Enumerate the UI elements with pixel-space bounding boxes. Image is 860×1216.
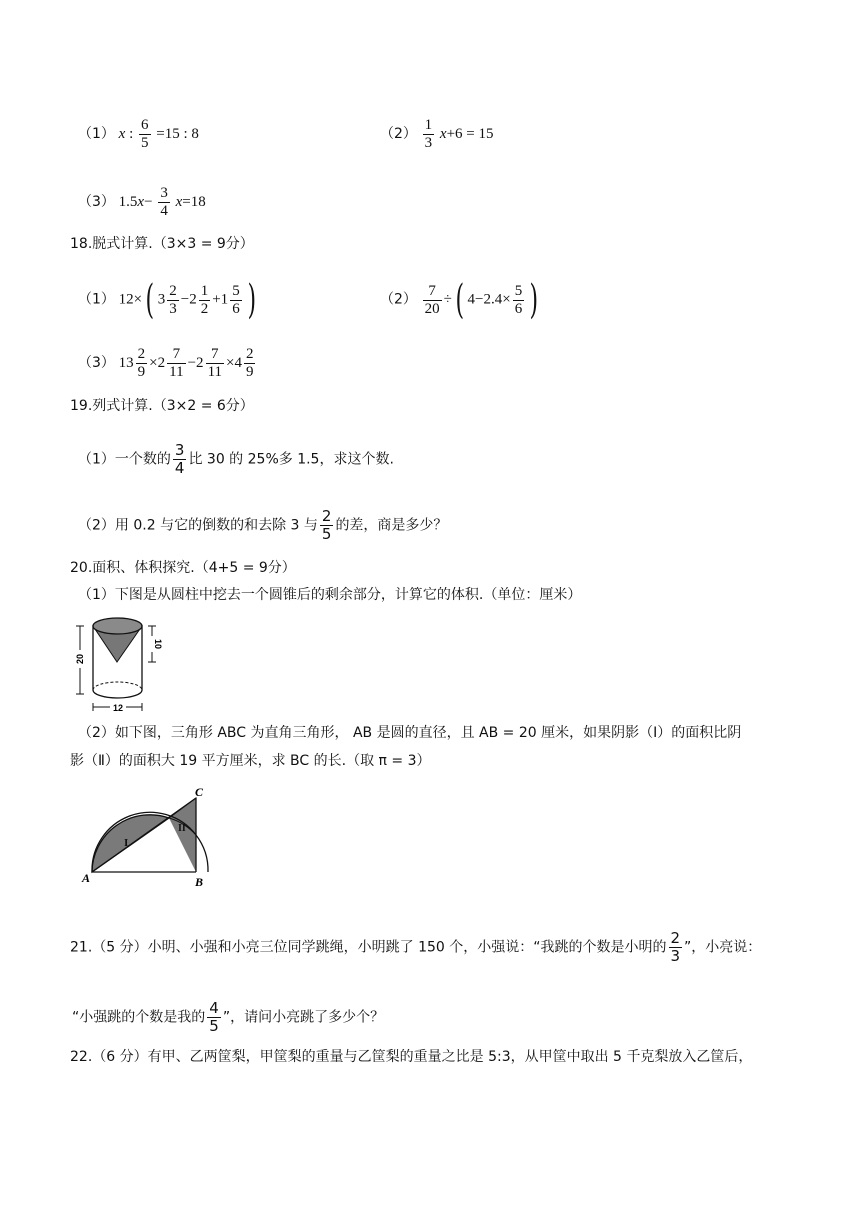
fraction (669, 930, 683, 965)
variable: x (118, 125, 126, 142)
q20-part-1: （1）下图是从圆柱中挖去一个圆锥后的剩余部分，计算它的体积.（单位：厘米） (78, 587, 582, 603)
text-pre: （1）一个数的 (78, 451, 171, 468)
fraction (320, 508, 334, 543)
expression-lead: 12× (118, 291, 143, 308)
q20-part-2-line-1: （2）如下图，三角形 ABC 为直角三角形， AB 是圆的直径，且 AB = 20 厘米，如果阴影（Ⅰ）的面积比阴 (78, 725, 742, 741)
diameter-label: 12 (112, 703, 124, 713)
denominator: 5 (141, 135, 149, 151)
denominator: 20 (424, 300, 440, 317)
text-post: 的差，商是多少？ (335, 517, 448, 534)
numerator: 3 (174, 441, 185, 459)
q20-part-2-line-2: 影（Ⅱ）的面积大 19 平方厘米，求 BC 的长.（取 π = 3） (70, 753, 431, 769)
point-label-b: B (195, 875, 204, 889)
denominator: 6 (514, 300, 523, 317)
numerator: 3 (160, 185, 168, 201)
text-pre: “小强跳的个数是我的 (72, 1009, 206, 1026)
denominator: 3 (424, 135, 433, 151)
q20-title: 20.面积、体积探究.（4+5 = 9分） (70, 560, 296, 576)
fraction (207, 1000, 221, 1035)
denominator: 11 (207, 364, 223, 380)
numerator: 2 (245, 346, 254, 362)
item-number: （3） (78, 354, 115, 371)
q19-part-2 (78, 508, 447, 543)
variable: x (175, 193, 183, 210)
cone-height-label: 10 (153, 638, 163, 650)
denominator: 9 (245, 364, 254, 380)
numerator: 5 (232, 282, 240, 299)
denominator: 11 (169, 364, 184, 380)
numerator: 2 (169, 282, 177, 299)
operator-term: ×4 (226, 354, 242, 371)
operator: − (144, 193, 153, 210)
q19-title: 19.列式计算.（3×2 = 6分） (70, 398, 254, 414)
semicircle-triangle-figure (78, 784, 218, 890)
item-number: （3） (78, 193, 115, 210)
denominator: 2 (200, 300, 209, 317)
numerator: 2 (670, 929, 681, 947)
variable: x (439, 125, 447, 142)
operator: : (129, 125, 134, 142)
denominator: 4 (174, 459, 185, 477)
height-label: 20 (75, 653, 85, 665)
numerator: 7 (423, 283, 442, 301)
operator: ÷ (443, 291, 452, 308)
left-paren: ( (145, 277, 155, 323)
fraction (244, 346, 256, 381)
operator-term: +1 (212, 291, 229, 308)
bottom-ellipse-front (93, 690, 142, 698)
item-number: （1） (78, 125, 115, 142)
text-post: ”，请问小亮跳了多少个？ (222, 1009, 385, 1026)
text-pre: 21.（5 分）小明、小强和小亮三位同学跳绳，小明跳了 150 个，小强说：“我跳的个数是小明的 (70, 939, 667, 956)
denominator: 9 (137, 364, 146, 380)
equation-2 (380, 117, 494, 152)
numerator: 4 (209, 999, 219, 1017)
bottom-ellipse-back (93, 682, 142, 690)
left-paren: ( (455, 277, 465, 323)
point-label-c: C (195, 785, 204, 799)
equation-3 (78, 185, 206, 220)
fraction (136, 346, 148, 381)
numerator: 1 (424, 117, 433, 133)
fraction (167, 283, 179, 318)
fraction (173, 442, 187, 477)
q18-expr-1 (78, 277, 259, 323)
fraction (167, 346, 185, 381)
semicircle-arc-right (196, 835, 208, 872)
text-post: ”，小亮说： (684, 939, 762, 956)
numerator: 1 (200, 282, 209, 299)
numerator: 7 (206, 346, 224, 364)
q18-expr-2 (380, 277, 542, 323)
denominator: 6 (232, 300, 240, 317)
point-label-a: A (82, 871, 91, 885)
operator-term: ×2 (149, 354, 166, 371)
expression-rest: +6 = 15 (446, 125, 494, 142)
top-ellipse (93, 618, 142, 634)
q22-line-1: 22.（6 分）有甲、乙两筐梨，甲筐梨的重量与乙筐梨的重量之比是 5:3，从甲筐中取出 5 千克梨放入乙筐后， (70, 1049, 753, 1065)
cylinder-cone-figure (70, 612, 170, 714)
numerator: 5 (514, 282, 523, 299)
operator-term: −2 (180, 291, 197, 308)
variable: x (137, 193, 145, 210)
fraction (158, 185, 170, 220)
expression-rest: =15 : 8 (156, 125, 199, 142)
coefficient: 1.5 (118, 193, 138, 210)
fraction (199, 283, 211, 318)
expression-inner: 4−2.4× (467, 291, 511, 308)
equation-1 (78, 117, 199, 152)
denominator: 5 (209, 1017, 219, 1035)
fraction (230, 283, 242, 318)
right-paren: ) (529, 277, 539, 323)
region-label-ii: II (178, 823, 186, 834)
denominator: 5 (321, 525, 332, 543)
right-paren: ) (247, 277, 256, 323)
q18-expr-3 (78, 346, 257, 381)
q18-title: 18.脱式计算.（3×3 = 9分） (70, 236, 254, 252)
denominator: 4 (160, 203, 168, 219)
fraction (423, 283, 442, 318)
q19-part-1 (78, 442, 394, 477)
text-pre: （2）用 0.2 与它的倒数的和去除 3 与 (78, 517, 318, 534)
whole-number: 3 (157, 291, 166, 308)
expression-rest: =18 (182, 193, 206, 210)
operator-term: −2 (187, 354, 204, 371)
fraction (423, 117, 435, 152)
denominator: 3 (670, 947, 681, 965)
whole-number: 13 (118, 354, 134, 371)
q21-line-1 (70, 930, 761, 965)
denominator: 3 (169, 300, 177, 317)
item-number: （2） (380, 125, 417, 142)
fraction (139, 117, 151, 152)
q21-line-2 (72, 1000, 384, 1035)
region-label-i: I (124, 837, 129, 849)
numerator: 2 (137, 346, 146, 362)
text-post: 比 30 的 25%多 1.5，求这个数. (188, 451, 394, 468)
numerator: 7 (167, 346, 185, 364)
fraction (206, 346, 224, 381)
item-number: （2） (380, 291, 417, 308)
numerator: 2 (321, 507, 332, 525)
item-number: （1） (78, 291, 115, 308)
numerator: 6 (141, 117, 149, 133)
fraction (513, 283, 525, 318)
